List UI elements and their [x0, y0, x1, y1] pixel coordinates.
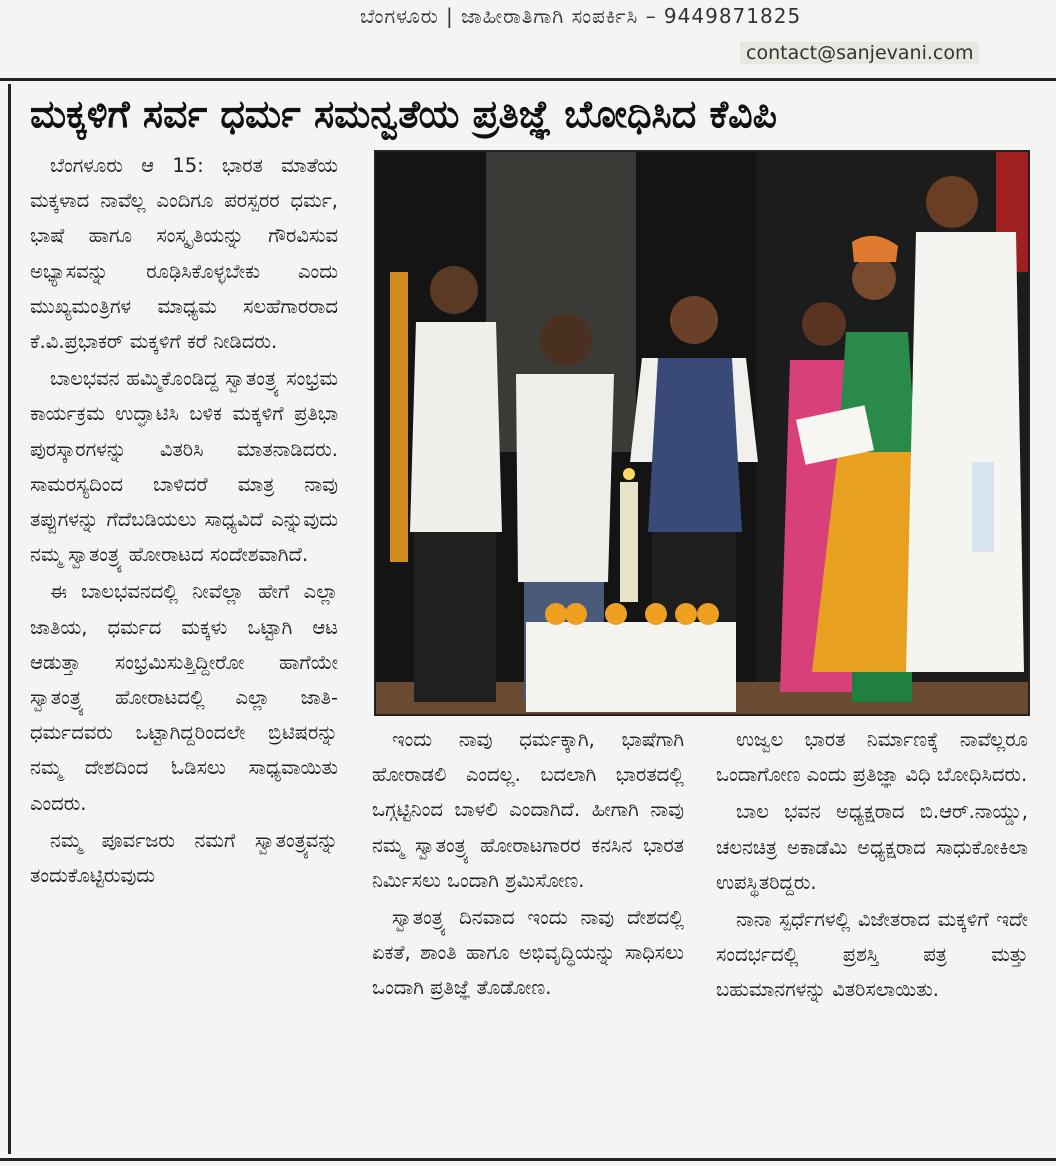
green-pants — [852, 672, 912, 702]
person-face — [670, 296, 718, 344]
event-photo-illustration — [376, 152, 1028, 714]
paragraph: ನಾನಾ ಸ್ಪರ್ಧೆಗಳಲ್ಲಿ ವಿಜೇತರಾದ ಮಕ್ಕಳಿಗೆ ಇದೇ ಸಂದರ್ಭದಲ್ಲಿ ಪ್ರಶಸ್ತಿ ಪತ್ರ ಮತ್ತು ಬಹುಮಾನಗಳನ್ನು ವಿತರಿಸಲಾಯಿತು. — [716, 908, 1028, 1002]
article-headline: ಮಕ್ಕಳಿಗೆ ಸರ್ವ ಧರ್ಮ ಸಮನ್ವತೆಯ ಪ್ರತಿಜ್ಞೆ ಬೋಧಿಸಿದ ಕೆವಿಪಿ — [30, 92, 777, 136]
white-shirt — [516, 374, 614, 582]
paragraph: ಬಾಲ ಭವನ ಅಧ್ಯಕ್ಷರಾದ ಬಿ.ಆರ್.ನಾಯ್ಡು, ಚಲನಚಿತ್ರ ಅಕಾಡೆಮಿ ಅಧ್ಯಕ್ಷರಾದ ಸಾಧುಕೋಕಿಲಾ ಉಪಸ್ಥಿತರಿದ್ದರು. — [716, 800, 1028, 894]
paragraph: ಉಜ್ವಲ ಭಾರತ ನಿರ್ಮಾಣಕ್ಕೆ ನಾವೆಲ್ಲರೂ ಒಂದಾಗೋಣ ಎಂದು ಪ್ರತಿಜ್ಞಾ ವಿಧಿ ಬೋಧಿಸಿದರು. — [716, 728, 1028, 787]
table-cloth — [526, 622, 736, 712]
bottom-rule — [0, 1158, 1056, 1161]
news-photo — [374, 150, 1030, 716]
flower-garland — [390, 272, 408, 562]
masthead-line: ಬೆಂಗಳೂರು | ಜಾಹೀರಾತಿಗಾಗಿ ಸಂಪರ್ಕಿಸಿ – 9449871825 — [360, 4, 802, 28]
left-border — [8, 84, 11, 1154]
article-column-3 — [716, 722, 1028, 1152]
paragraph: ಬೆಂಗಳೂರು ಆ 15: ಭಾರತ ಮಾತೆಯ ಮಕ್ಕಳಾದ ನಾವೆಲ್ಲ ಎಂದಿಗೂ ಪರಸ್ಪರರ ಧರ್ಮ, ಭಾಷೆ ಹಾಗೂ ಸಂಸ್ಕೃತಿಯನ್ನು ಗೌರವಿಸುವ ಅಭ್ಯಾಸವನ್ನು ರೂಢಿಸಿಕೊಳ್ಳಬೇಕು ಎಂದು ಮುಖ್ಯಮಂತ್ರಿಗಳ ಮಾಧ್ಯಮ ಸಲಹೆಗಾರರಾದ ಕೆ.ವಿ.ಪ್ರಭಾಕರ್ ಮಕ್ಕಳಿಗೆ ಕರೆ ನೀಡಿದರು. — [30, 154, 338, 354]
white-shirt — [410, 322, 502, 532]
article-column-1 — [30, 148, 338, 1148]
person-face — [802, 302, 846, 346]
paragraph: ಸ್ವಾತಂತ್ರ್ಯ ದಿನವಾದ ಇಂದು ನಾವು ದೇಶದಲ್ಲಿ ಏಕತೆ, ಶಾಂತಿ ಹಾಗೂ ಅಭಿವೃದ್ಧಿಯನ್ನು ಸಾಧಿಸಲು ಒಂದಾಗಿ ಪ್ರತಿಜ್ಞೆ ತೊಡೋಣ. — [372, 906, 684, 1000]
contact-email[interactable]: contact@sanjevani.com — [740, 42, 979, 64]
paragraph: ಬಾಲಭವನ ಹಮ್ಮಿಕೊಂಡಿದ್ದ ಸ್ವಾತಂತ್ರ್ಯ ಸಂಭ್ರಮ ಕಾರ್ಯಕ್ರಮ ಉದ್ಘಾಟಿಸಿ ಬಳಿಕ ಮಕ್ಕಳಿಗೆ ಪ್ರತಿಭಾ ಪುರಸ್ಕಾರಗಳನ್ನು ವಿತರಿಸಿ ಮಾತನಾಡಿದರು. ಸಾಮರಸ್ಯದಿಂದ ಬಾಳಿದರೆ ಮಾತ್ರ ನಾವು ತಪ್ಪುಗಳನ್ನು ಗೆದೆಬಡಿಯಲು ಸಾಧ್ಯವಿದೆ ಎನ್ನುವುದು ನಮ್ಮ ಸ್ವಾತಂತ್ರ್ಯ ಹೋರಾಟದ ಸಂದೇಶವಾಗಿದೆ. — [30, 367, 338, 567]
brass-lamp — [620, 482, 638, 602]
white-kurta — [906, 232, 1024, 672]
paragraph: ಈ ಬಾಲಭವನದಲ್ಲಿ ನೀವೆಲ್ಲಾ ಹೇಗೆ ಎಲ್ಲಾ ಜಾತಿಯ, ಧರ್ಮದ ಮಕ್ಕಳು ಒಟ್ಟಾಗಿ ಆಟ ಆಡುತ್ತಾ ಸಂಭ್ರಮಿಸುತ್ತಿದ್ದೀರೋ ಹಾಗೆಯೇ ಸ್ವಾತಂತ್ರ್ಯ ಹೋರಾಟದಲ್ಲಿ ಎಲ್ಲಾ ಜಾತಿ-ಧರ್ಮದವರು ಒಟ್ಟಾಗಿದ್ದರಿಂದಲೇ ಬ್ರಿಟಿಷರನ್ನು ನಮ್ಮ ದೇಶದಿಂದ ಓಡಿಸಲು ಸಾಧ್ಯವಾಯಿತು ಎಂದರು. — [30, 580, 338, 815]
person-face — [430, 266, 478, 314]
person-face — [926, 176, 978, 228]
paragraph: ಇಂದು ನಾವು ಧರ್ಮಕ್ಕಾಗಿ, ಭಾಷೆಗಾಗಿ ಹೋರಾಡಲಿ ಎಂದಲ್ಲ. ಬದಲಾಗಿ ಭಾರತದಲ್ಲಿ ಒಗ್ಗಟ್ಟಿನಿಂದ ಬಾಳಲಿ ಎಂದಾಗಿದೆ. ಹೀಗಾಗಿ ನಾವು ನಮ್ಮ ಸ್ವಾತಂತ್ರ್ಯ ಹೋರಾಟಗಾರರ ಕನಸಿನ ಭಾರತ ನಿರ್ಮಿಸಲು ಒಂದಾಗಿ ಶ್ರಮಿಸೋಣ. — [372, 728, 684, 892]
paper-roll — [972, 462, 994, 552]
dark-trousers — [414, 532, 496, 702]
lamp-flame — [623, 468, 635, 480]
paragraph: ನಮ್ಮ ಪೂರ್ವಜರು ನಮಗೆ ಸ್ವಾತಂತ್ರ್ಯವನ್ನು ತಂದುಕೊಟ್ಟಿರುವುದು — [30, 828, 338, 888]
article-column-2 — [372, 722, 684, 1152]
top-rule — [0, 78, 1056, 81]
person-face — [540, 314, 592, 366]
person-face — [852, 256, 896, 300]
blue-vest — [648, 358, 742, 532]
